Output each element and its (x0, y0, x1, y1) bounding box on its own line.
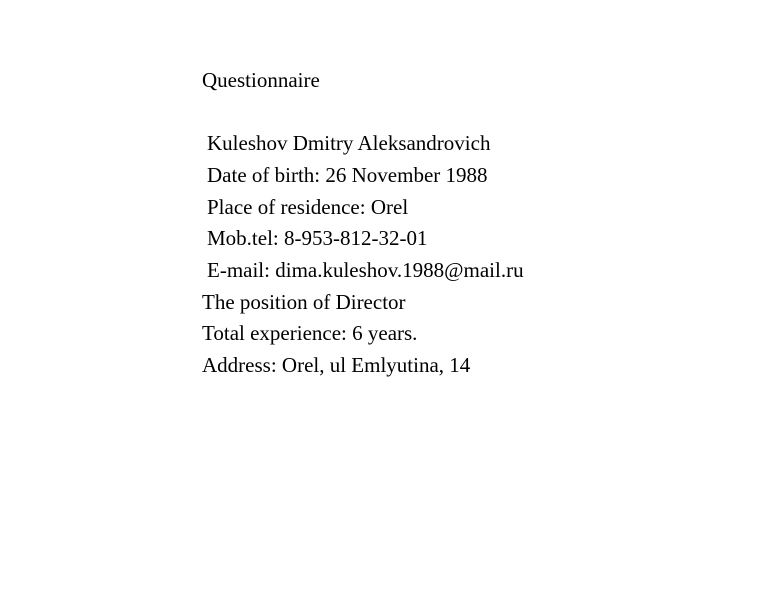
document-title: Questionnaire (202, 68, 320, 92)
mobile-phone: Mob.tel: 8-953-812-32-01 (207, 226, 428, 250)
place-of-residence: Place of residence: Orel (207, 195, 409, 219)
position: The position of Director (202, 290, 406, 314)
address: Address: Orel, ul Emlyutina, 14 (202, 353, 471, 377)
applicant-name: Kuleshov Dmitry Aleksandrovich (207, 131, 491, 155)
total-experience: Total experience: 6 years. (202, 321, 418, 345)
email-address: E-mail: dima.kuleshov.1988@mail.ru (207, 258, 524, 282)
date-of-birth: Date of birth: 26 November 1988 (207, 163, 488, 187)
